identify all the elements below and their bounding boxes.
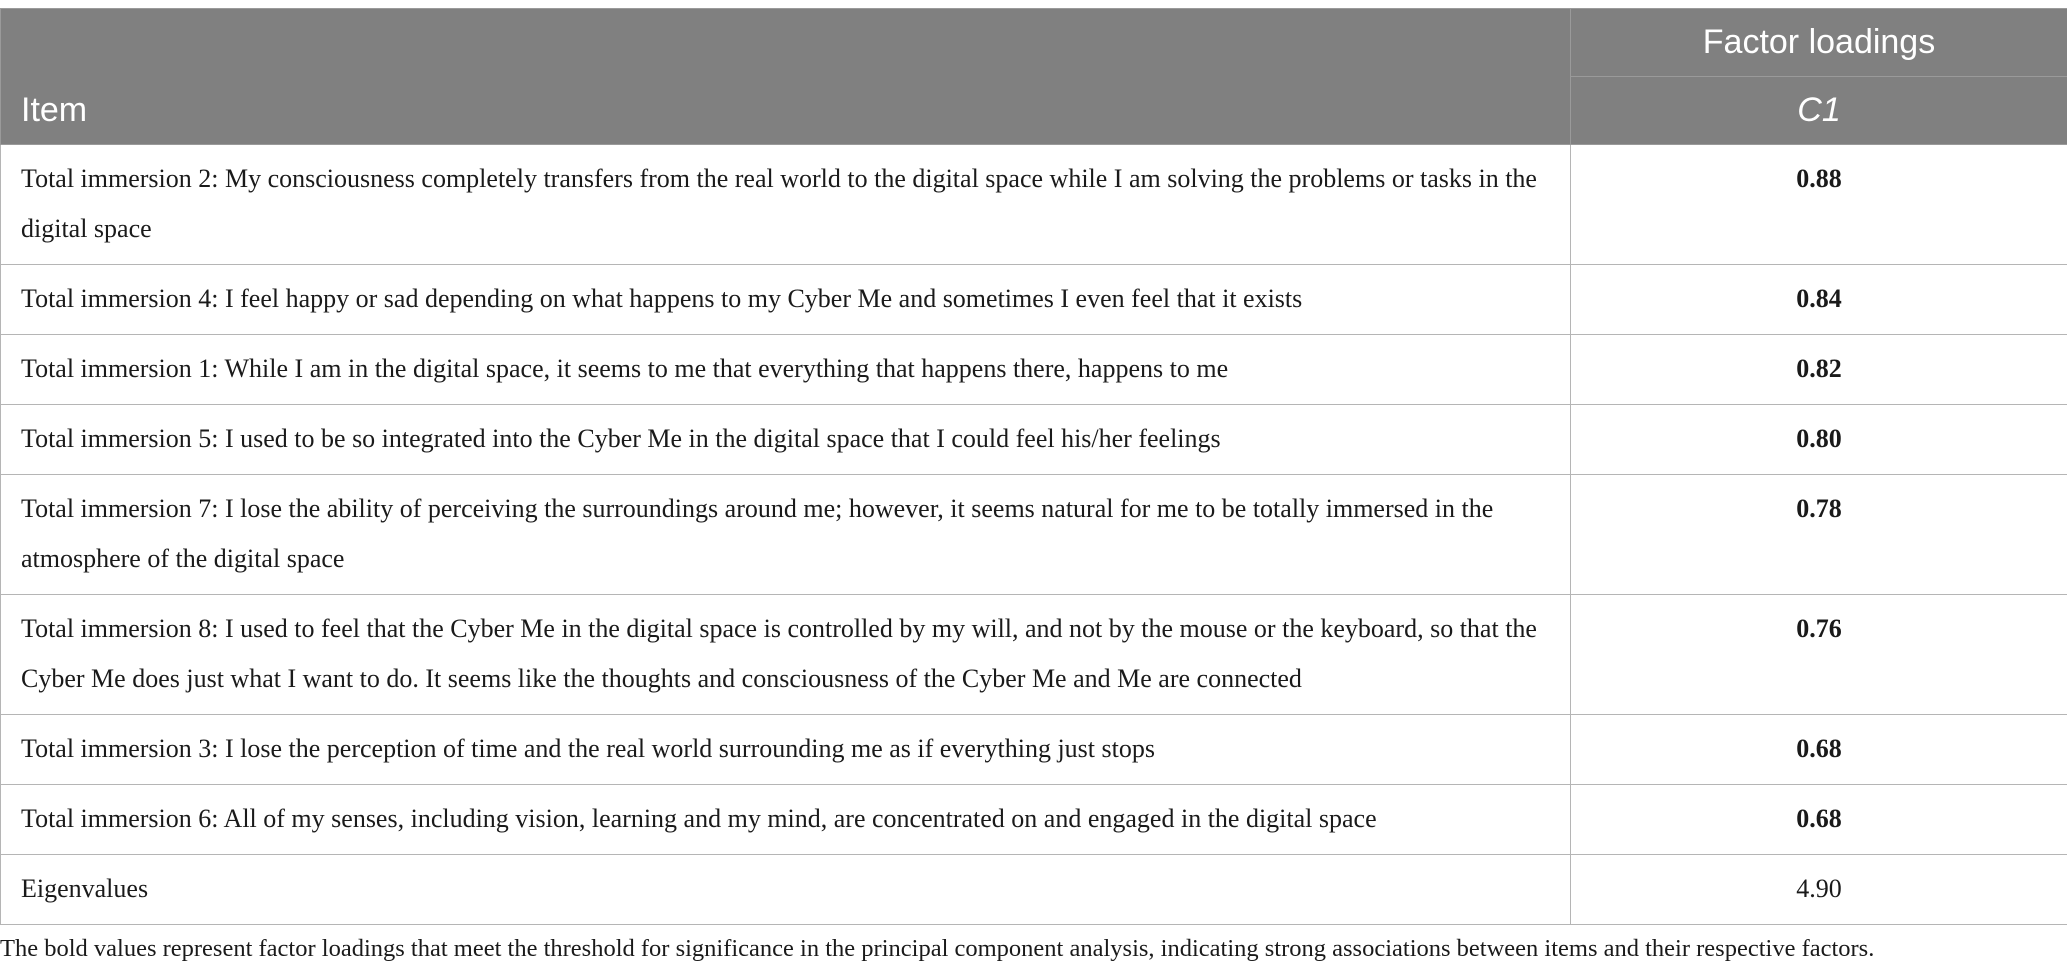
eigenvalues-label: Eigenvalues bbox=[1, 855, 1571, 925]
item-cell: Total immersion 5: I used to be so integrated into the Cyber Me in the digital space that I could feel his/her feelings bbox=[1, 405, 1571, 475]
loading-cell: 0.82 bbox=[1571, 335, 2067, 405]
eigenvalues-value: 4.90 bbox=[1571, 855, 2067, 925]
item-cell: Total immersion 3: I lose the perception of time and the real world surrounding me as if everything just stops bbox=[1, 715, 1571, 785]
table-row bbox=[1, 145, 2067, 265]
component-c1-header: C1 bbox=[1571, 77, 2067, 145]
loading-cell: 0.80 bbox=[1571, 405, 2067, 475]
table-row bbox=[1, 335, 2067, 405]
loading-cell: 0.76 bbox=[1571, 595, 2067, 715]
factor-loadings-header: Factor loadings bbox=[1571, 9, 2067, 77]
table-body bbox=[1, 145, 2067, 925]
loading-cell: 0.84 bbox=[1571, 265, 2067, 335]
loading-cell: 0.68 bbox=[1571, 715, 2067, 785]
item-column-header: Item bbox=[1, 9, 1571, 145]
factor-loadings-table-container bbox=[0, 8, 2067, 965]
table-header bbox=[1, 9, 2067, 145]
item-cell: Total immersion 6: All of my senses, including vision, learning and my mind, are concentrated on and engaged in the digital space bbox=[1, 785, 1571, 855]
table-row bbox=[1, 715, 2067, 785]
loading-cell: 0.78 bbox=[1571, 475, 2067, 595]
loading-cell: 0.88 bbox=[1571, 145, 2067, 265]
item-cell: Total immersion 8: I used to feel that the Cyber Me in the digital space is controlled by my will, and not by the mouse or the keyboard, so that the Cyber Me does just what I want to do. It seems like the thoughts and consciousness of the Cyber Me and Me are connected bbox=[1, 595, 1571, 715]
item-cell: Total immersion 4: I feel happy or sad depending on what happens to my Cyber Me and sometimes I even feel that it exists bbox=[1, 265, 1571, 335]
factor-loadings-table bbox=[0, 8, 2067, 925]
table-row bbox=[1, 405, 2067, 475]
table-footnote: The bold values represent factor loadings that meet the threshold for significance in the principal component analysis, indicating strong associations between items and their respective factors. bbox=[0, 933, 2067, 965]
loading-cell: 0.68 bbox=[1571, 785, 2067, 855]
item-cell: Total immersion 2: My consciousness completely transfers from the real world to the digital space while I am solving the problems or tasks in the digital space bbox=[1, 145, 1571, 265]
table-row bbox=[1, 265, 2067, 335]
item-cell: Total immersion 1: While I am in the digital space, it seems to me that everything that happens there, happens to me bbox=[1, 335, 1571, 405]
table-row bbox=[1, 785, 2067, 855]
table-row bbox=[1, 595, 2067, 715]
eigenvalues-row bbox=[1, 855, 2067, 925]
item-cell: Total immersion 7: I lose the ability of perceiving the surroundings around me; however, it seems natural for me to be totally immersed in the atmosphere of the digital space bbox=[1, 475, 1571, 595]
table-row bbox=[1, 475, 2067, 595]
